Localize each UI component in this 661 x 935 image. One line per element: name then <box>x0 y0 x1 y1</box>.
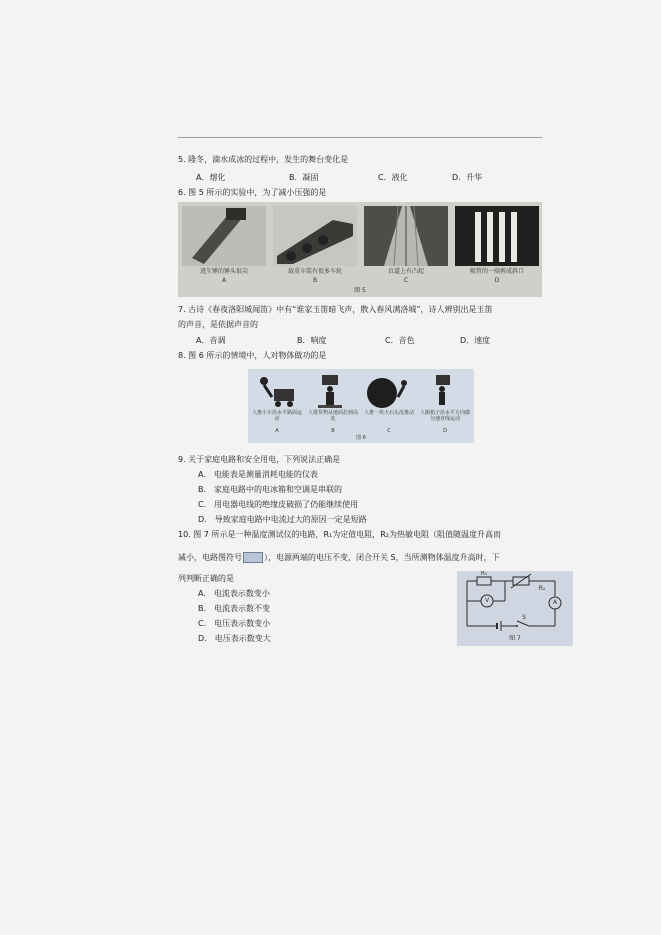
q7-option-c: C．音色 <box>385 336 415 345</box>
figure-7-caption: 图 7 <box>509 635 521 642</box>
figure-7-r2-label: R₂ <box>538 585 546 592</box>
figure-6-caption: 图 6 <box>356 435 366 441</box>
figure-5-letter-b: B <box>312 277 318 284</box>
q10-option-b: B. 电流表示数不变 <box>198 604 271 613</box>
figure-5-label-d: 吸管的一端剪成斜口 <box>469 268 524 275</box>
figure-5-letter-a: A <box>221 277 227 284</box>
figure-6-letter-a: A <box>275 428 279 434</box>
figure-6-photo-b <box>308 373 358 409</box>
figure-5-letter-c: C <box>403 277 409 284</box>
figure-5-label-b: 载重车装有很多车轮 <box>287 268 342 275</box>
thermistor-symbol-icon <box>243 552 263 563</box>
q9-option-a: A. 电能表是测量消耗电能的仪表 <box>198 470 318 479</box>
figure-6-photo-d <box>420 373 470 409</box>
top-rule <box>178 137 542 138</box>
q10-stem-line2-end: ），电源两端的电压不变，闭合开关 S，当所测物体温度升高时，下 <box>264 553 500 562</box>
figure-6-photo-a <box>252 373 302 409</box>
q7-option-d: D．速度 <box>460 336 491 345</box>
q10-stem-line2-start: 减小，电路图符号 <box>178 553 242 562</box>
q7-stem-line2: 的声音，是依据声音的 <box>178 320 258 329</box>
q8-stem: 8. 图 6 所示的情境中，人对物体做功的是 <box>178 351 327 360</box>
figure-5-label-a: 逃生锤的锤头很尖 <box>199 268 248 275</box>
q5-stem: 5. 隆冬，滴水成冰的过程中，发生的舞台变化是 <box>178 155 349 164</box>
q5-option-b: B．凝固 <box>289 173 319 182</box>
q10-option-c: C. 电压表示数变小 <box>198 619 271 628</box>
figure-7 <box>457 571 573 646</box>
figure-6-letter-b: B <box>331 428 335 434</box>
q7-stem-line1: 7. 古诗《春夜洛阳城闻笛》中有“谁家玉笛暗飞声，散入春风满洛城”，诗人辨别出是玉笛 <box>178 305 493 314</box>
figure-7-r1-label: R₁ <box>480 571 488 577</box>
figure-6-letter-c: C <box>387 428 391 434</box>
q9-option-d: D. 导致家庭电路中电流过大的原因一定是短路 <box>198 515 367 524</box>
ammeter-icon: A <box>552 599 558 606</box>
figure-7-switch-label: S <box>522 614 526 621</box>
figure-6 <box>248 369 474 443</box>
q5-option-c: C．液化 <box>378 173 408 182</box>
q10-stem-line2 <box>178 552 500 563</box>
figure-5 <box>178 202 542 297</box>
q7-option-b: B．响度 <box>297 336 327 345</box>
figure-5-photo-a <box>182 206 266 266</box>
q5-option-d: D．升华 <box>452 173 483 182</box>
voltmeter-icon: V <box>484 597 490 604</box>
figure-5-caption: 图 5 <box>354 287 366 294</box>
figure-5-letter-d: D <box>494 277 500 284</box>
q10-option-d: D. 电压表示数变大 <box>198 634 271 643</box>
figure-6-photo-c <box>364 373 414 409</box>
q9-option-b: B. 家庭电路中的电冰箱和空调是串联的 <box>198 485 343 494</box>
q10-stem-line3: 列判断正确的是 <box>178 574 234 583</box>
figure-5-photo-d <box>455 206 539 266</box>
figure-6-label-a: 人推小车沿水平路面运动 <box>251 410 302 422</box>
figure-5-label-c: 盲道上有凸起 <box>387 268 424 275</box>
figure-5-photo-b <box>273 206 357 266</box>
figure-6-label-b: 人将货物从地面拉到高处 <box>307 410 358 422</box>
q10-option-a: A. 电流表示数变小 <box>198 589 270 598</box>
q10-stem-line1: 10. 图 7 所示是一种温度测试仪的电路，R₁为定值电阻，R₂为热敏电阻（阻值随温度升高而 <box>178 530 501 539</box>
figure-6-letter-d: D <box>443 428 447 434</box>
figure-6-label-c: 人推一块大石头没推动 <box>363 410 414 416</box>
q7-option-a: A．音调 <box>196 336 226 345</box>
figure-6-label-d: 人搬箱子沿水平方向做匀速直线运动 <box>419 410 470 422</box>
q6-stem: 6. 图 5 所示的实验中，为了减小压强的是 <box>178 188 327 197</box>
q9-option-c: C. 用电器电线的绝缘皮破损了仍能继续使用 <box>198 500 359 509</box>
q9-stem: 9. 关于家庭电路和安全用电，下列说法正确是 <box>178 455 341 464</box>
q5-option-a: A．熔化 <box>196 173 226 182</box>
figure-5-photo-c <box>364 206 448 266</box>
